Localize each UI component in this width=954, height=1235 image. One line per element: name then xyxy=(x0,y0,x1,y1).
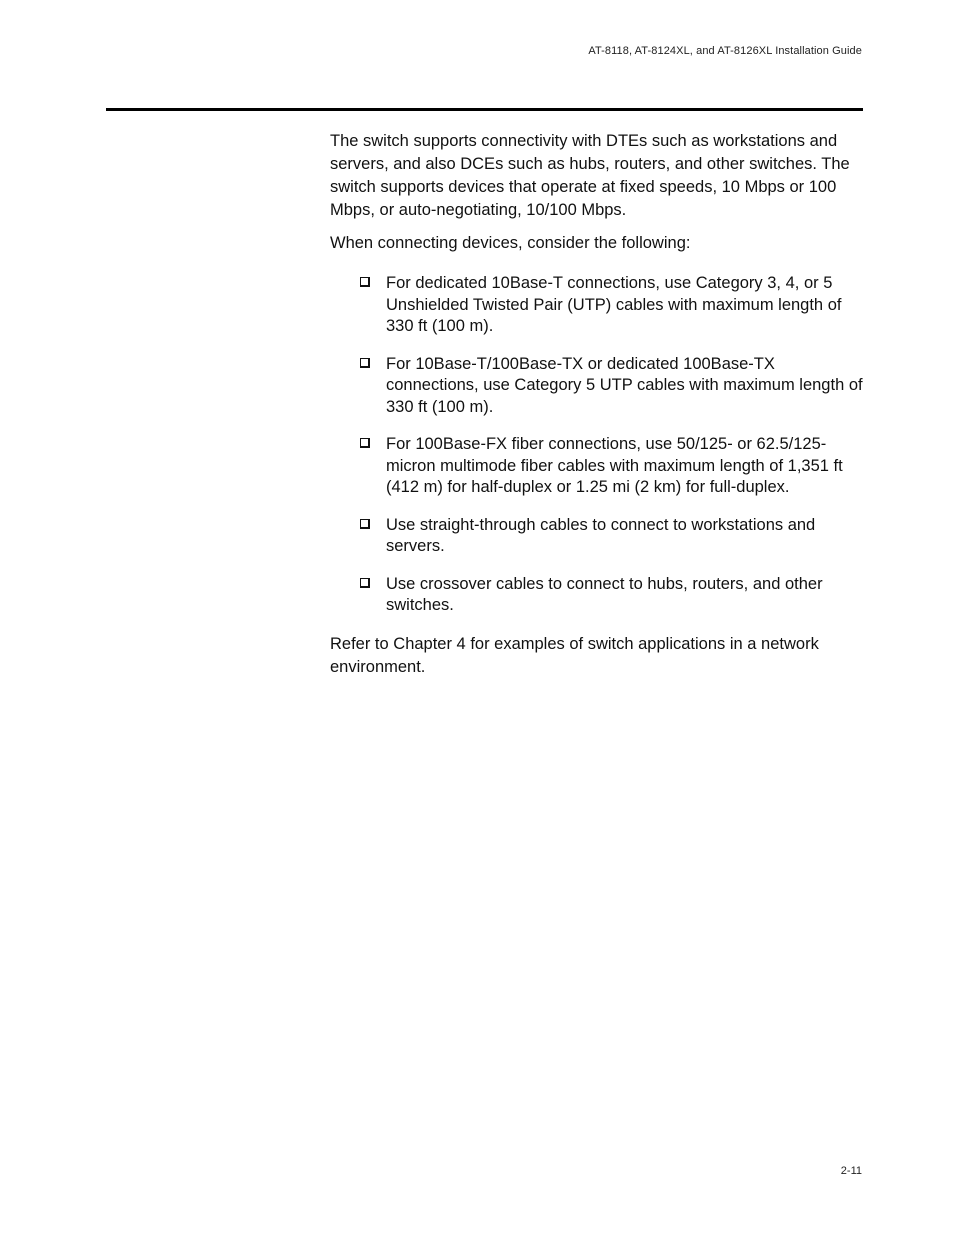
list-item-text: For 100Base-FX fiber connections, use 50/125- or 62.5/125-micron multimode fiber cables with maximum length of 1,351 ft (412 m) for half-duplex or 1.25 mi (2 km) for full-duplex. xyxy=(386,435,843,496)
lead-in-paragraph: When connecting devices, consider the following: xyxy=(330,234,691,252)
checkbox-icon xyxy=(360,277,370,287)
page-content xyxy=(330,130,864,689)
list-item xyxy=(330,434,864,499)
intro-paragraph: The switch supports connectivity with DTEs such as workstations and servers, and also DCEs such as hubs, routers, and other switches. The switch supports devices that operate at fixed speeds, 10 Mbps or 100 Mbps, or auto-negotiating, 10/100 Mbps. xyxy=(330,132,850,219)
list-item-text: For dedicated 10Base-T connections, use Category 3, 4, or 5 Unshielded Twisted Pair (UTP) cables with maximum length of 330 ft (100 m). xyxy=(386,274,842,335)
page-number: 2-11 xyxy=(840,1165,862,1177)
list-item-text: For 10Base-T/100Base-TX or dedicated 100Base-TX connections, use Category 5 UTP cables with maximum length of 330 ft (100 m). xyxy=(386,354,863,416)
bullet-list xyxy=(330,273,864,617)
closing-paragraph: Refer to Chapter 4 for examples of switch applications in a network environment. xyxy=(330,634,819,676)
checkbox-icon xyxy=(360,519,370,529)
checkbox-icon xyxy=(360,438,370,448)
list-item xyxy=(330,574,864,617)
running-header: AT-8118, AT-8124XL, and AT-8126XL Installation Guide xyxy=(588,45,862,57)
list-item-text: Use crossover cables to connect to hubs, routers, and other switches. xyxy=(386,574,823,614)
list-item xyxy=(330,515,864,558)
list-item-text: Use straight-through cables to connect to workstations and servers. xyxy=(386,515,816,555)
checkbox-icon xyxy=(360,578,370,588)
list-item xyxy=(330,273,864,338)
header-rule xyxy=(106,108,863,111)
list-item xyxy=(330,354,864,419)
checkbox-icon xyxy=(360,358,370,368)
